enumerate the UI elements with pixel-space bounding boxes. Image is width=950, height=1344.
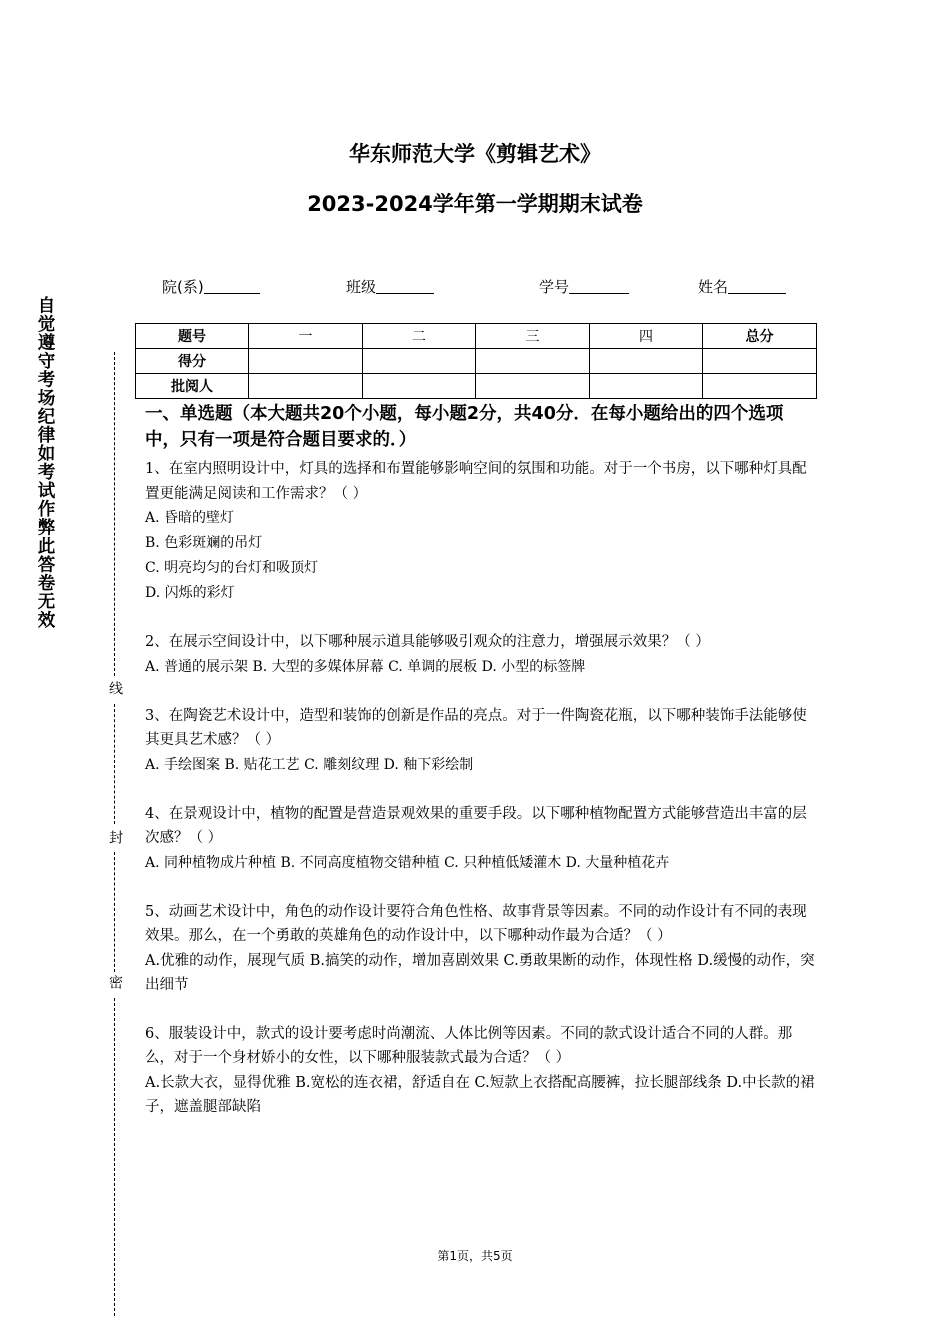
dept-field[interactable] bbox=[162, 276, 260, 297]
student-id-label: 学号 bbox=[539, 278, 570, 296]
question-stem: 5、动画艺术设计中，角色的动作设计要符合角色性格、故事背景等因素。不同的动作设计有不同的表现效果。那么，在一个勇敢的英雄角色的动作设计中，以下哪种动作最为合适？（ ） bbox=[145, 903, 807, 944]
header-cell-total: 总分 bbox=[703, 324, 817, 349]
grader-row bbox=[136, 374, 817, 399]
dept-label: 院(系) bbox=[162, 278, 204, 296]
option-a[interactable]: A. 昏暗的壁灯 bbox=[145, 510, 235, 526]
header-cell-part-1: 一 bbox=[249, 324, 363, 349]
score-table-header-row bbox=[136, 324, 817, 349]
question-options[interactable]: A. 普通的展示架 B. 大型的多媒体屏幕 C. 单调的展板 D. 小型的标签牌 bbox=[145, 658, 586, 675]
student-id-blank[interactable] bbox=[569, 277, 629, 294]
question-2 bbox=[145, 630, 815, 680]
student-id-field[interactable] bbox=[539, 276, 629, 297]
header-cell-part-2: 二 bbox=[363, 324, 476, 349]
seal-char-seal: 封 bbox=[107, 830, 123, 844]
question-stem: 1、在室内照明设计中，灯具的选择和布置能够影响空间的氛围和功能。对于一个书房，以下哪种灯具配置更能满足阅读和工作需求？（ ） bbox=[145, 461, 807, 502]
header-cell-part-4: 四 bbox=[590, 324, 703, 349]
class-field[interactable] bbox=[346, 276, 434, 297]
question-3 bbox=[145, 704, 815, 778]
grader-cell[interactable] bbox=[590, 374, 703, 399]
question-stem: 4、在景观设计中，植物的配置是营造景观效果的重要手段。以下哪种植物配置方式能够营造出丰富的层次感？（ ） bbox=[145, 805, 807, 846]
question-6 bbox=[145, 1022, 815, 1120]
score-cell[interactable] bbox=[590, 349, 703, 374]
grader-cell[interactable] bbox=[249, 374, 363, 399]
name-blank[interactable] bbox=[728, 277, 786, 294]
score-row-label: 得分 bbox=[136, 349, 249, 374]
exam-title-line1: 华东师范大学《剪辑艺术》 bbox=[349, 142, 601, 166]
binding-dash-line bbox=[114, 852, 115, 972]
score-row bbox=[136, 349, 817, 374]
score-cell[interactable] bbox=[363, 349, 476, 374]
question-stem: 3、在陶瓷艺术设计中，造型和装饰的创新是作品的亮点。对于一件陶瓷花瓶，以下哪种装饰手法能够使其更具艺术感？（ ） bbox=[145, 707, 807, 748]
score-table bbox=[135, 323, 817, 399]
option-c[interactable]: C. 明亮均匀的台灯和吸顶灯 bbox=[145, 560, 319, 576]
score-cell[interactable] bbox=[703, 349, 817, 374]
questions-area bbox=[145, 401, 815, 1120]
question-1 bbox=[145, 457, 815, 606]
grader-cell[interactable] bbox=[363, 374, 476, 399]
student-info-row bbox=[0, 276, 950, 300]
name-field[interactable] bbox=[698, 276, 786, 297]
binding-dash-line bbox=[114, 704, 115, 824]
header-cell-question-no: 题号 bbox=[136, 324, 249, 349]
grader-cell[interactable] bbox=[476, 374, 590, 399]
seal-char-line: 线 bbox=[107, 681, 123, 695]
question-4 bbox=[145, 802, 815, 876]
score-cell[interactable] bbox=[249, 349, 363, 374]
question-stem: 6、服装设计中，款式的设计要考虑时尚潮流、人体比例等因素。不同的款式设计适合不同的人群。那么，对于一个身材娇小的女性，以下哪种服装款式最为合适？（ ） bbox=[145, 1025, 793, 1066]
class-label: 班级 bbox=[346, 278, 377, 296]
question-options[interactable]: A.长款大衣，显得优雅 B.宽松的连衣裙，舒适自在 C.短款上衣搭配高腰裤，拉长腿部线条 D.中长款的裙子，遮盖腿部缺陷 bbox=[145, 1074, 815, 1115]
option-b[interactable]: B. 色彩斑斓的吊灯 bbox=[145, 535, 263, 551]
name-label: 姓名 bbox=[698, 278, 729, 296]
grader-row-label: 批阅人 bbox=[136, 374, 249, 399]
option-d[interactable]: D. 闪烁的彩灯 bbox=[145, 585, 235, 601]
question-options[interactable]: A. 同种植物成片种植 B. 不同高度植物交错种植 C. 只种植低矮灌木 D. 大量种植花卉 bbox=[145, 854, 670, 871]
header-cell-part-3: 三 bbox=[476, 324, 590, 349]
seal-char-secret: 密 bbox=[107, 975, 123, 989]
dept-blank[interactable] bbox=[204, 277, 260, 294]
question-5 bbox=[145, 900, 815, 998]
question-stem: 2、在展示空间设计中，以下哪种展示道具能够吸引观众的注意力，增强展示效果？（ ） bbox=[145, 634, 710, 650]
question-options[interactable]: A. 手绘图案 B. 贴花工艺 C. 雕刻纹理 D. 釉下彩绘制 bbox=[145, 756, 474, 773]
section-1-heading: 一、单选题（本大题共20个小题，每小题2分，共40分．在每小题给出的四个选项中，只有一项是符合题目要求的．） bbox=[145, 404, 784, 450]
binding-dash-line bbox=[114, 998, 115, 1316]
exam-discipline-warning: 自觉遵守考场纪律如考试作弊此答卷无效 bbox=[35, 296, 55, 629]
score-cell[interactable] bbox=[476, 349, 590, 374]
grader-cell[interactable] bbox=[703, 374, 817, 399]
binding-dash-line bbox=[114, 352, 115, 676]
exam-title-line2: 2023-2024学年第一学期期末试卷 bbox=[307, 192, 643, 216]
question-options[interactable]: A.优雅的动作，展现气质 B.搞笑的动作，增加喜剧效果 C.勇敢果断的动作，体现性格 D.缓慢的动作，突出细节 bbox=[145, 952, 815, 993]
class-blank[interactable] bbox=[376, 277, 434, 294]
page-number: 第1页，共5页 bbox=[437, 1249, 513, 1263]
